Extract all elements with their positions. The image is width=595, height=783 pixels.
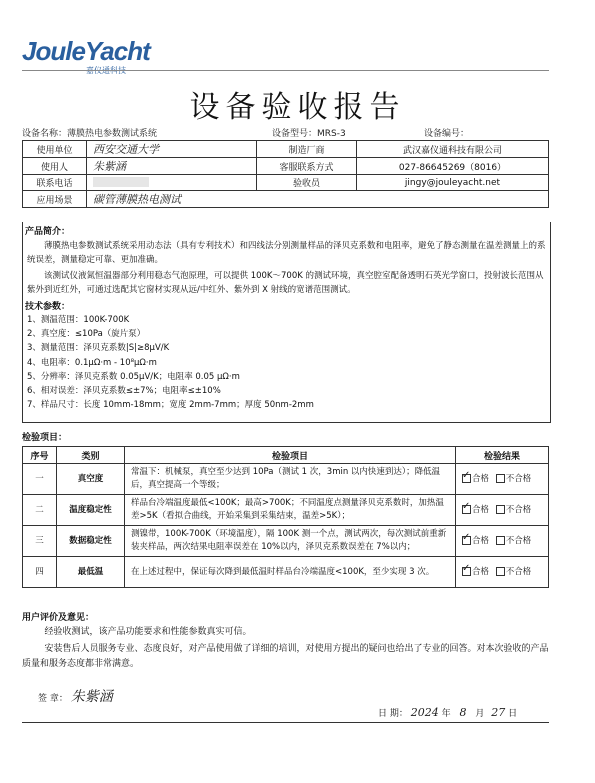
fail-label: 不合格 — [505, 535, 532, 546]
table-row — [23, 557, 549, 588]
row-number: 三 — [23, 526, 57, 557]
spec-item: 1、测温范围：100K-700K — [27, 315, 130, 325]
redacted-phone — [93, 177, 149, 187]
signature-value: 朱紫涵 — [70, 689, 113, 705]
device-name: 设备名称：薄膜热电参数测试系统 — [22, 129, 158, 139]
spec-item: 4、电阻率：0.1μΩ·m - 10⁸μΩ·m — [27, 357, 157, 368]
row-category: 真空度 — [57, 464, 125, 495]
phone-label: 联系电话 — [23, 175, 87, 191]
header-item: 检验项目 — [125, 447, 456, 464]
row-result — [456, 464, 549, 495]
feedback-paragraph-2: 安装售后人员服务专业、态度良好，对产品使用做了详细的培训，对使用方提出的疑问也给出了专业的回答。对本次验收的产品质量和服务态度都非常满意。 — [22, 644, 549, 669]
brand-wordmark: JouleYacht — [22, 36, 150, 66]
inspection-table — [22, 446, 549, 588]
page-title: 设备验收报告 — [189, 90, 406, 125]
row-number: 四 — [23, 557, 57, 588]
intro-paragraph-2: 该测试仪液氮恒温器部分利用稳态气泡原理，可以提供 100K～700K 的测试环境，真空腔室配备透明石英光学窗口，投射波长范围从紫外到近红外，可通过选配其它窗材实现从远/中红外、紫外到 X 射线的宽谱范围测试。 — [27, 271, 544, 295]
fail-checkbox[interactable] — [496, 536, 505, 545]
header-divider — [22, 70, 549, 71]
table-row — [23, 495, 549, 526]
date-block — [378, 706, 517, 719]
table-row — [23, 158, 549, 175]
fail-label: 不合格 — [505, 473, 532, 484]
header-no: 序号 — [23, 447, 57, 464]
row-result — [456, 495, 549, 526]
spec-item: 3、测量范围：泽贝克系数|S|≥8μV/K — [27, 343, 170, 354]
intro-paragraph-1: 薄膜热电参数测试系统采用动态法（具有专利技术）和四线法分别测量样品的泽贝克系数和电阻率，避免了静态测量在温差测量上的系统误差，测量稳定可靠、更加准确。 — [27, 241, 546, 265]
inspection-heading: 检验项目： — [22, 433, 68, 443]
row-text: 测镍带，100K-700K（环境温度），隔 100K 测一个点，测试两次，每次测试前重新装夹样品，两次结果电阻率误差在 10%以内，泽贝克系数误差在 7%以内； — [125, 526, 456, 557]
row-category: 最低温 — [57, 557, 125, 588]
row-category: 温度稳定性 — [57, 495, 125, 526]
brand-subtitle: 嘉仪通科技 — [86, 66, 126, 75]
pass-label: 合格 — [472, 473, 490, 484]
signature-block — [38, 686, 113, 706]
pass-label: 合格 — [472, 535, 490, 546]
inspector-value: jingy@jouleyacht.net — [357, 175, 549, 191]
pass-checkbox[interactable] — [462, 474, 471, 483]
table-row — [23, 175, 549, 191]
header-result: 检验结果 — [456, 447, 549, 464]
table-row — [23, 191, 549, 208]
row-text: 样品台冷端温度最低<100K；最高>700K；不同温度点测量泽贝克系数时，加热温差>5K（看拟合曲线，开始采集到采集结束，温差>5K）； — [125, 495, 456, 526]
phone-value — [87, 175, 257, 191]
spec-item: 2、真空度：≤10Pa（旋片泵） — [27, 329, 146, 340]
table-header-row — [23, 447, 549, 464]
table-row — [23, 526, 549, 557]
product-intro — [22, 222, 551, 423]
info-table — [22, 140, 549, 208]
feedback-heading: 用户评价及意见： — [22, 613, 95, 623]
unit-value: 西安交通大学 — [87, 141, 257, 158]
date-year: 2024 — [410, 706, 439, 719]
row-result — [456, 557, 549, 588]
date-month-suffix: 月 — [475, 709, 485, 719]
maker-label: 制造厂商 — [257, 141, 357, 158]
service-value: 027-86645269（8016） — [357, 158, 549, 175]
spec-item: 7、样品尺寸：长度 10mm-18mm；宽度 2mm-7mm；厚度 50nm-2mm — [27, 400, 314, 411]
header-category: 类别 — [57, 447, 125, 464]
footer-divider — [22, 722, 549, 723]
fail-checkbox[interactable] — [496, 505, 505, 514]
pass-checkbox[interactable] — [462, 536, 471, 545]
row-text: 常温下：机械泵，真空至少达到 10Pa（测试 1 次，3min 以内快速到达）；降低温后，真空提高一个等级； — [125, 464, 456, 495]
spec-item: 6、相对误差：泽贝克系数≤±7%；电阻率≤±10% — [27, 386, 221, 397]
fail-label: 不合格 — [505, 504, 532, 515]
feedback-paragraph-1: 经验收测试，该产品功能要求和性能参数真实可信。 — [44, 627, 252, 637]
intro-heading: 产品简介： — [25, 227, 71, 237]
date-label: 日 期： — [378, 709, 408, 719]
fail-label: 不合格 — [505, 566, 532, 577]
row-category: 数据稳定性 — [57, 526, 125, 557]
pass-label: 合格 — [472, 566, 490, 577]
pass-checkbox[interactable] — [462, 567, 471, 576]
row-result — [456, 526, 549, 557]
row-text: 在上述过程中，保证每次降到最低温时样品台冷端温度<100K，至少实现 3 次。 — [125, 557, 456, 588]
user-label: 使用人 — [23, 158, 87, 175]
inspector-label: 验收员 — [257, 175, 357, 191]
table-row — [23, 141, 549, 158]
table-row — [23, 464, 549, 495]
date-year-suffix: 年 — [441, 709, 451, 719]
device-number: 设备编号： — [424, 129, 470, 139]
date-month: 8 — [459, 706, 467, 719]
date-day-suffix: 日 — [508, 709, 518, 719]
spec-heading: 技术参数： — [25, 302, 71, 312]
pass-label: 合格 — [472, 504, 490, 515]
unit-label: 使用单位 — [23, 141, 87, 158]
row-number: 一 — [23, 464, 57, 495]
maker-value: 武汉嘉仪通科技有限公司 — [357, 141, 549, 158]
scene-value: 碳管薄膜热电测试 — [87, 191, 549, 208]
fail-checkbox[interactable] — [496, 567, 505, 576]
signature-label: 签 章： — [38, 694, 68, 704]
row-number: 二 — [23, 495, 57, 526]
date-day: 27 — [491, 706, 506, 719]
service-label: 客服联系方式 — [257, 158, 357, 175]
device-model: 设备型号：MRS-3 — [272, 129, 346, 139]
pass-checkbox[interactable] — [462, 505, 471, 514]
fail-checkbox[interactable] — [496, 474, 505, 483]
user-value: 朱紫涵 — [87, 158, 257, 175]
scene-label: 应用场景 — [23, 191, 87, 208]
spec-item: 5、分辨率：泽贝克系数 0.05μV/K；电阻率 0.05 μΩ·m — [27, 371, 240, 382]
